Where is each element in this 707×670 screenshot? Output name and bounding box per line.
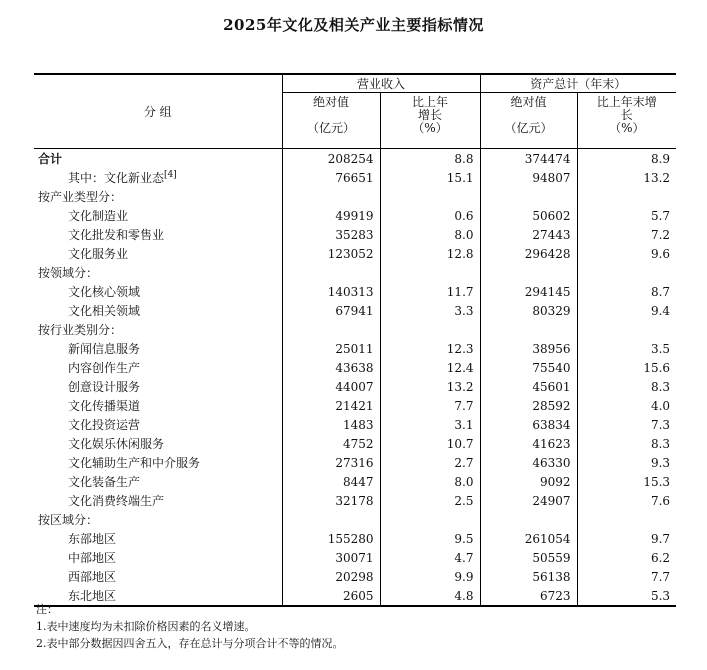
- cell-asset: [480, 187, 577, 206]
- cell-asset: 46330: [480, 453, 577, 472]
- table-row: [34, 548, 676, 567]
- cell-rev-g: 0.6: [380, 206, 480, 225]
- cell-asset: 374474: [480, 149, 577, 169]
- cell-rev-g: [380, 510, 480, 529]
- cell-asset-g: 5.7: [577, 206, 676, 225]
- table-row: [34, 434, 676, 453]
- cell-asset-g: 8.9: [577, 149, 676, 169]
- cell-rev-g: 12.4: [380, 358, 480, 377]
- header-unit-yuan: （亿元）: [306, 121, 355, 135]
- footnote-ref: [4]: [164, 170, 177, 180]
- header-group: 分 组: [34, 74, 282, 149]
- cell-asset: [480, 320, 577, 339]
- table-row: [34, 453, 676, 472]
- cell-asset-g: 4.0: [577, 396, 676, 415]
- note-item-1: 1.表中速度均为未扣除价格因素的名义增速。: [36, 620, 256, 633]
- cell-asset: 80329: [480, 301, 577, 320]
- cell-asset-g: 13.2: [577, 168, 676, 187]
- row-label: 中部地区: [68, 551, 117, 565]
- row-label: 文化娱乐休闲服务: [68, 437, 165, 451]
- cell-rev: 27316: [282, 453, 380, 472]
- row-label: 文化相关领域: [68, 304, 141, 318]
- table-row: [34, 168, 676, 187]
- cell-rev-g: 2.5: [380, 491, 480, 510]
- cell-asset: 27443: [480, 225, 577, 244]
- header-revenue-growth: [380, 93, 480, 149]
- cell-rev: 140313: [282, 282, 380, 301]
- cell-asset: 28592: [480, 396, 577, 415]
- cell-asset: 6723: [480, 586, 577, 606]
- table-row: [34, 187, 676, 206]
- table-row: [34, 149, 676, 169]
- row-label: 东部地区: [68, 532, 117, 546]
- cell-rev-g: 3.1: [380, 415, 480, 434]
- cell-rev-g: 12.8: [380, 244, 480, 263]
- cell-asset-g: 9.3: [577, 453, 676, 472]
- row-label: 新闻信息服务: [68, 342, 141, 356]
- cell-rev: [282, 320, 380, 339]
- cell-rev: [282, 510, 380, 529]
- cell-rev-g: 8.0: [380, 225, 480, 244]
- cell-asset-g: [577, 510, 676, 529]
- header-growth-end-label: 比上年末增长: [596, 95, 657, 122]
- cell-rev: 32178: [282, 491, 380, 510]
- cell-rev: 21421: [282, 396, 380, 415]
- header-revenue-abs: [282, 93, 380, 149]
- cell-rev-g: 2.7: [380, 453, 480, 472]
- table-body: [34, 149, 676, 607]
- cell-asset: 45601: [480, 377, 577, 396]
- header-abs-label: 绝对值: [312, 95, 349, 109]
- cell-asset-g: 7.2: [577, 225, 676, 244]
- row-label: 东北地区: [34, 586, 282, 606]
- cell-asset: 9092: [480, 472, 577, 491]
- cell-rev: 123052: [282, 244, 380, 263]
- header-assets-growth: [577, 93, 676, 149]
- cell-rev-g: 4.7: [380, 548, 480, 567]
- cell-asset: 296428: [480, 244, 577, 263]
- table-row: [34, 225, 676, 244]
- cell-rev-g: 12.3: [380, 339, 480, 358]
- cell-rev-g: 7.7: [380, 396, 480, 415]
- cell-asset-g: 8.7: [577, 282, 676, 301]
- cell-asset: [480, 263, 577, 282]
- cell-rev: 2605: [282, 586, 380, 606]
- row-label: 文化传播渠道: [68, 399, 141, 413]
- cell-rev: [282, 187, 380, 206]
- cell-asset: 24907: [480, 491, 577, 510]
- row-label: 创意设计服务: [68, 380, 141, 394]
- cell-asset-g: [577, 187, 676, 206]
- cell-asset: 41623: [480, 434, 577, 453]
- header-revenue: 营业收入: [282, 74, 480, 93]
- cell-rev-g: 4.8: [380, 586, 480, 606]
- row-label: 文化辅助生产和中介服务: [68, 456, 201, 470]
- row-label: 文化批发和零售业: [68, 228, 165, 242]
- cell-asset: 94807: [480, 168, 577, 187]
- cell-asset: 63834: [480, 415, 577, 434]
- table-row: [34, 396, 676, 415]
- row-label: 文化核心领域: [68, 285, 141, 299]
- cell-rev: 20298: [282, 567, 380, 586]
- cell-rev-g: 13.2: [380, 377, 480, 396]
- notes-label: 注：: [36, 603, 58, 616]
- cell-asset: 261054: [480, 529, 577, 548]
- cell-rev-g: 15.1: [380, 168, 480, 187]
- table-row: [34, 415, 676, 434]
- cell-asset-g: 5.3: [577, 586, 676, 606]
- cell-asset: 38956: [480, 339, 577, 358]
- table-row: [34, 282, 676, 301]
- table-row: [34, 472, 676, 491]
- header-assets-abs: [480, 93, 577, 149]
- cell-asset-g: 8.3: [577, 434, 676, 453]
- table-row: [34, 529, 676, 548]
- cell-asset-g: 7.3: [577, 415, 676, 434]
- table-row: [34, 244, 676, 263]
- table-row: [34, 339, 676, 358]
- cell-rev-g: 8.8: [380, 149, 480, 169]
- cell-rev-g: 10.7: [380, 434, 480, 453]
- row-label: 文化装备生产: [68, 475, 141, 489]
- header-abs-label: 绝对值: [510, 95, 547, 109]
- cell-asset: [480, 510, 577, 529]
- cell-rev: 30071: [282, 548, 380, 567]
- cell-asset: 50559: [480, 548, 577, 567]
- cell-asset-g: [577, 320, 676, 339]
- cell-asset-g: 9.7: [577, 529, 676, 548]
- cell-asset-g: 3.5: [577, 339, 676, 358]
- notes: [36, 601, 344, 652]
- cell-rev-g: 9.9: [380, 567, 480, 586]
- header-unit-yuan: （亿元）: [504, 121, 553, 135]
- cell-asset-g: 7.6: [577, 491, 676, 510]
- header-unit-pct: （%）: [609, 121, 645, 135]
- row-label: 按领域分：: [38, 266, 99, 280]
- note-item-2: 2.表中部分数据因四舍五入，存在总计与分项合计不等的情况。: [36, 637, 344, 650]
- cell-rev: 8447: [282, 472, 380, 491]
- page-title: 2025年文化及相关产业主要指标情况: [223, 16, 484, 34]
- cell-asset-g: 7.7: [577, 567, 676, 586]
- table-row: [34, 301, 676, 320]
- header-unit-pct: （%）: [412, 121, 448, 135]
- row-label: 合计: [34, 149, 282, 169]
- cell-rev: 43638: [282, 358, 380, 377]
- table-row: [34, 263, 676, 282]
- table-row: [34, 206, 676, 225]
- row-label: 其中：文化新业态[4]: [68, 170, 177, 185]
- cell-rev: 25011: [282, 339, 380, 358]
- cell-rev-g: [380, 320, 480, 339]
- cell-rev: 208254: [282, 149, 380, 169]
- cell-asset-g: 15.6: [577, 358, 676, 377]
- row-label: 按区域分：: [38, 513, 99, 527]
- row-label: 西部地区: [68, 570, 117, 584]
- cell-rev: 67941: [282, 301, 380, 320]
- cell-rev-g: 11.7: [380, 282, 480, 301]
- indicator-table: [34, 73, 676, 607]
- header-growth-label: 比上年增长: [412, 95, 449, 122]
- cell-asset-g: 8.3: [577, 377, 676, 396]
- table-row: [34, 377, 676, 396]
- cell-asset: 75540: [480, 358, 577, 377]
- cell-asset-g: [577, 263, 676, 282]
- cell-asset-g: 9.6: [577, 244, 676, 263]
- header-assets: 资产总计（年末）: [480, 74, 676, 93]
- row-label: 文化消费终端生产: [68, 494, 165, 508]
- row-label: 文化制造业: [68, 209, 129, 223]
- cell-rev-g: [380, 263, 480, 282]
- table-row: [34, 491, 676, 510]
- row-label: 按产业类型分：: [38, 190, 123, 204]
- row-label: 文化服务业: [68, 247, 129, 261]
- row-label: 内容创作生产: [68, 361, 141, 375]
- cell-asset: 50602: [480, 206, 577, 225]
- table-row: [34, 320, 676, 339]
- cell-asset-g: 9.4: [577, 301, 676, 320]
- cell-rev: 35283: [282, 225, 380, 244]
- cell-rev: 4752: [282, 434, 380, 453]
- table-row: [34, 510, 676, 529]
- cell-rev-g: 3.3: [380, 301, 480, 320]
- cell-rev: [282, 263, 380, 282]
- cell-rev-g: 8.0: [380, 472, 480, 491]
- cell-rev: 76651: [282, 168, 380, 187]
- table-row: [34, 567, 676, 586]
- row-label: 按行业类别分：: [38, 323, 123, 337]
- cell-rev: 44007: [282, 377, 380, 396]
- cell-asset: 294145: [480, 282, 577, 301]
- cell-rev-g: [380, 187, 480, 206]
- cell-rev-g: 9.5: [380, 529, 480, 548]
- cell-rev: 49919: [282, 206, 380, 225]
- cell-asset-g: 15.3: [577, 472, 676, 491]
- row-label: 文化投资运营: [68, 418, 141, 432]
- cell-asset: 56138: [480, 567, 577, 586]
- cell-rev: 155280: [282, 529, 380, 548]
- cell-rev: 1483: [282, 415, 380, 434]
- table-row: [34, 358, 676, 377]
- cell-asset-g: 6.2: [577, 548, 676, 567]
